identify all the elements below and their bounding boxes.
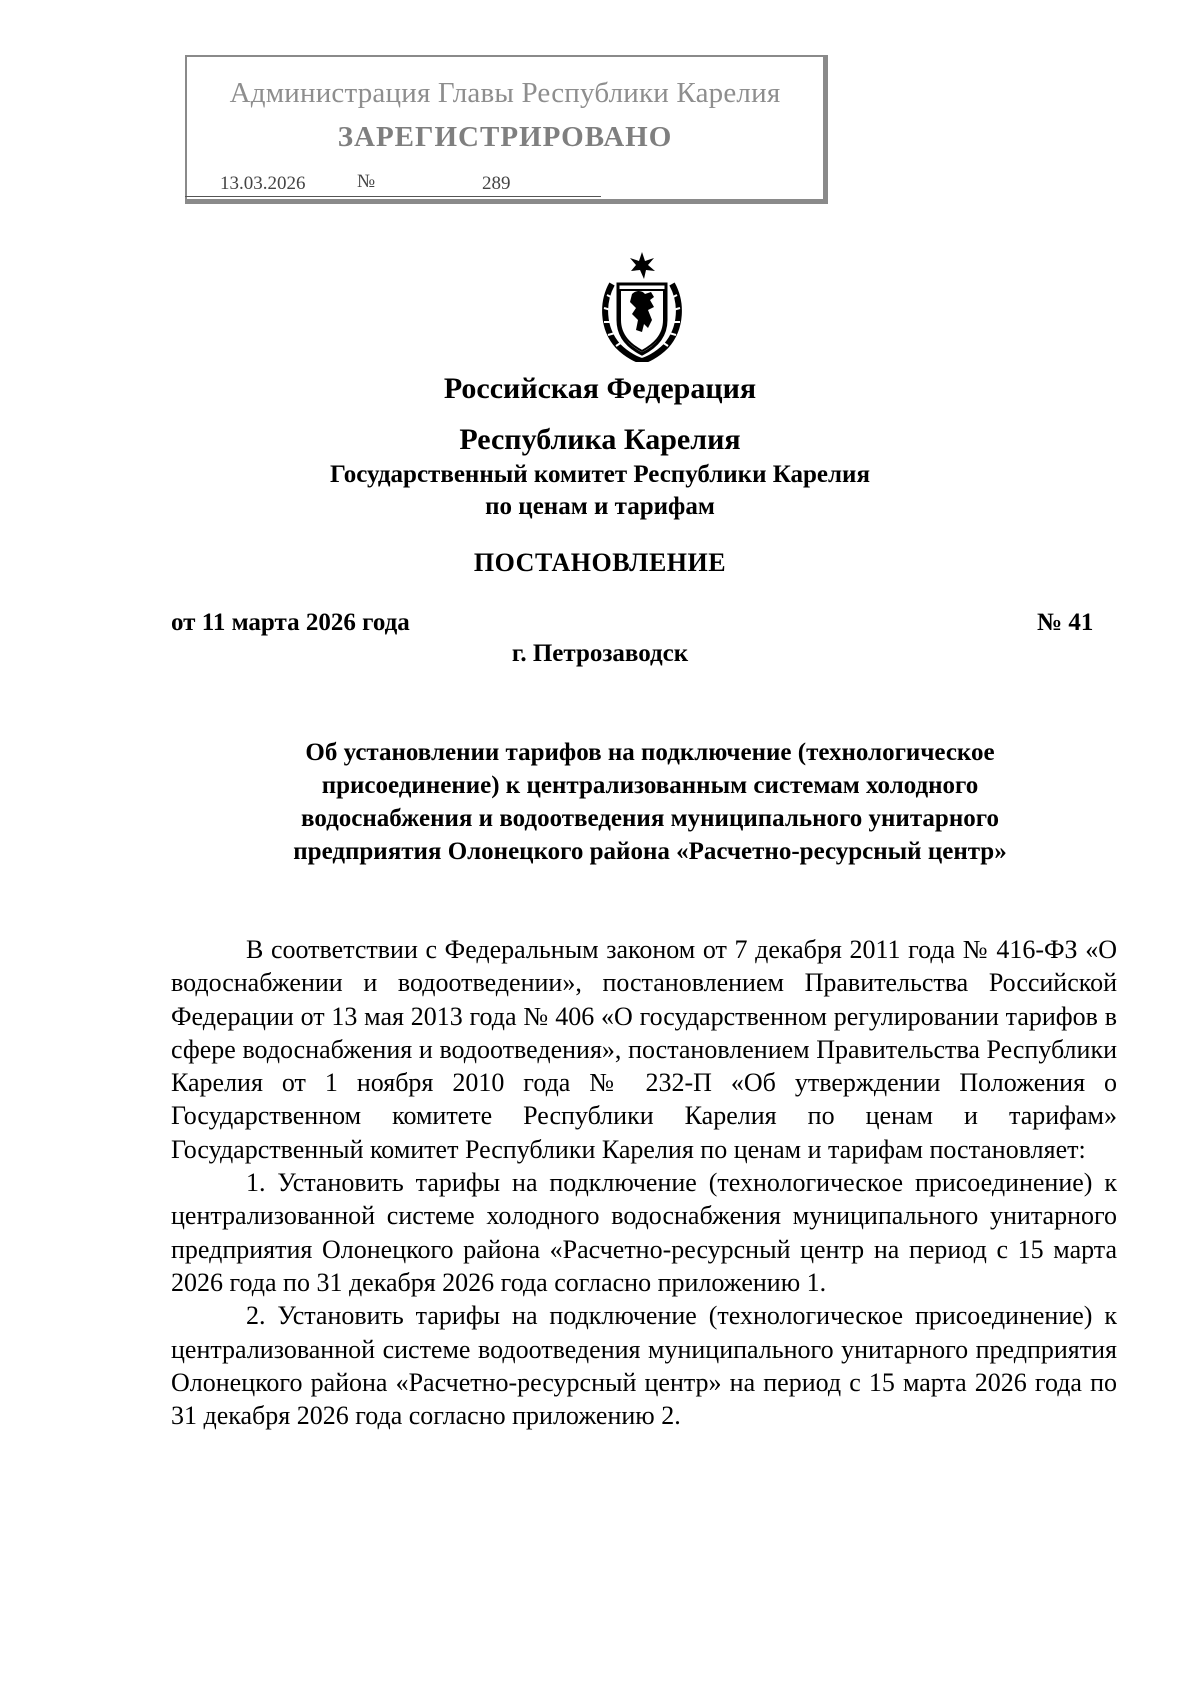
document-body [171, 933, 1117, 1432]
karelia-coat-of-arms-icon [598, 250, 686, 362]
subject-line: водоснабжения и водоотведения муниципального унитарного [301, 805, 999, 832]
stamp-organization: Администрация Главы Республики Карелия [229, 77, 781, 109]
committee-heading-line2: по ценам и тарифам [485, 493, 715, 520]
stamp-date: 13.03.2026 [220, 173, 306, 194]
subject-line: Об установлении тарифов на подключение (технологическое [305, 739, 995, 766]
document-number: № 41 [1037, 609, 1094, 636]
stamp-number-sign: № [357, 171, 376, 192]
subject-line: присоединение) к централизованным системам холодного [321, 772, 979, 799]
stamp-status: ЗАРЕГИСТРИРОВАНО [337, 121, 673, 153]
stamp-number: 289 [482, 173, 511, 194]
document-date: от 11 марта 2026 года [171, 609, 410, 636]
body-paragraph-item-1: 1. Установить тарифы на подключение (технологическое присоединение) к централизованной системе холодного водоснабжения муниципального унитарного предприятия Олонецкого района «Расчетно-ресурсный центр на период с 15 марта 2026 года по 31 декабря 2026 года согласно приложению 1. [171, 1168, 1117, 1297]
committee-heading-line1: Государственный комитет Республики Карелия [330, 461, 870, 488]
document-subject [200, 736, 1100, 868]
body-paragraph-preamble: В соответствии с Федеральным законом от 7 декабря 2011 года № 416-ФЗ «О водоснабжении и водоотведении», постановлением Правительства Российской Федерации от 13 мая 2013 года № 406 «О государственном регулировании тарифов в сфере водоснабжения и водоотведения», постановлением Правительства Республики Карелия от 1 ноября 2010 года № 232-П «Об утверждении Положения о Государственном комитете Республики Карелия по ценам и тарифам» Государственный комитет Республики Карелия по ценам и тарифам постановляет: [171, 935, 1117, 1164]
subject-line: предприятия Олонецкого района «Расчетно-ресурсный центр» [293, 838, 1007, 865]
stamp-underline [185, 196, 601, 197]
country-heading: Российская Федерация [443, 372, 757, 405]
document-city: г. Петрозаводск [511, 640, 689, 667]
republic-heading: Республика Карелия [459, 423, 741, 456]
registration-stamp [185, 55, 828, 204]
document-type: ПОСТАНОВЛЕНИЕ [473, 548, 727, 577]
body-paragraph-item-2: 2. Установить тарифы на подключение (технологическое присоединение) к централизованной системе водоотведения муниципального унитарного предприятия Олонецкого района «Расчетно-ресурсный центр» на период с 15 марта 2026 года по 31 декабря 2026 года согласно приложению 2. [171, 1301, 1117, 1431]
